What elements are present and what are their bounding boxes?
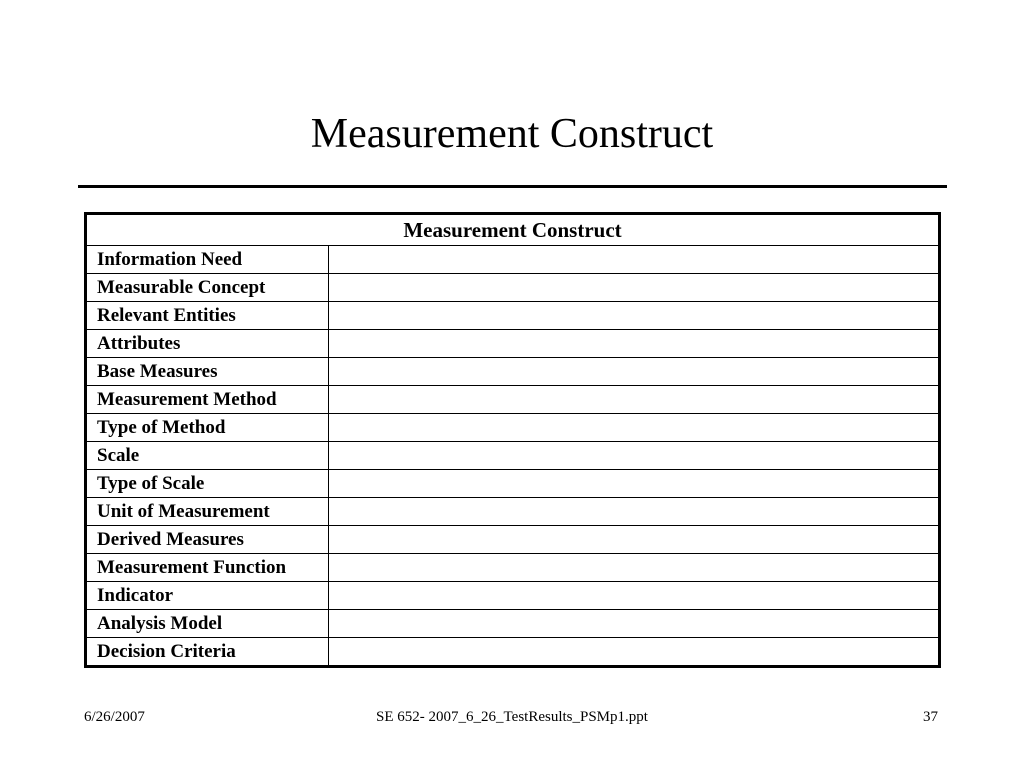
footer-filename: SE 652- 2007_6_26_TestResults_PSMp1.ppt (376, 709, 648, 725)
row-label-relevant-entities: Relevant Entities (86, 302, 329, 330)
row-label-information-need: Information Need (86, 246, 329, 274)
table-row (86, 442, 940, 470)
table-row (86, 414, 940, 442)
table-header: Measurement Construct (86, 214, 940, 246)
row-label-analysis-model: Analysis Model (86, 610, 329, 638)
row-label-attributes: Attributes (86, 330, 329, 358)
table-row (86, 582, 940, 610)
row-value-type-of-scale (329, 470, 940, 498)
table-row (86, 526, 940, 554)
row-value-base-measures (329, 358, 940, 386)
row-label-derived-measures: Derived Measures (86, 526, 329, 554)
row-value-relevant-entities (329, 302, 940, 330)
row-label-measurement-function: Measurement Function (86, 554, 329, 582)
row-label-base-measures: Base Measures (86, 358, 329, 386)
row-value-measurable-concept (329, 274, 940, 302)
row-label-type-of-scale: Type of Scale (86, 470, 329, 498)
table-row (86, 274, 940, 302)
table-row (86, 302, 940, 330)
row-value-measurement-method (329, 386, 940, 414)
measurement-construct-table-wrap (84, 212, 941, 668)
table-row (86, 554, 940, 582)
row-label-measurement-method: Measurement Method (86, 386, 329, 414)
table-row (86, 638, 940, 667)
table-row (86, 610, 940, 638)
row-value-type-of-method (329, 414, 940, 442)
row-value-information-need (329, 246, 940, 274)
measurement-construct-table (84, 212, 941, 668)
table-row (86, 330, 940, 358)
row-label-decision-criteria: Decision Criteria (86, 638, 329, 667)
row-value-indicator (329, 582, 940, 610)
row-value-decision-criteria (329, 638, 940, 667)
table-row (86, 246, 940, 274)
row-value-unit-of-measurement (329, 498, 940, 526)
table-row (86, 386, 940, 414)
table-header-row (86, 214, 940, 246)
row-value-analysis-model (329, 610, 940, 638)
row-label-scale: Scale (86, 442, 329, 470)
row-value-measurement-function (329, 554, 940, 582)
row-value-attributes (329, 330, 940, 358)
table-row (86, 470, 940, 498)
row-value-scale (329, 442, 940, 470)
row-value-derived-measures (329, 526, 940, 554)
row-label-unit-of-measurement: Unit of Measurement (86, 498, 329, 526)
footer-page-number: 37 (923, 709, 938, 725)
row-label-measurable-concept: Measurable Concept (86, 274, 329, 302)
table-row (86, 358, 940, 386)
slide-title: Measurement Construct (310, 111, 714, 157)
row-label-indicator: Indicator (86, 582, 329, 610)
title-divider (78, 185, 947, 188)
row-label-type-of-method: Type of Method (86, 414, 329, 442)
table-row (86, 498, 940, 526)
footer-date: 6/26/2007 (84, 709, 145, 725)
